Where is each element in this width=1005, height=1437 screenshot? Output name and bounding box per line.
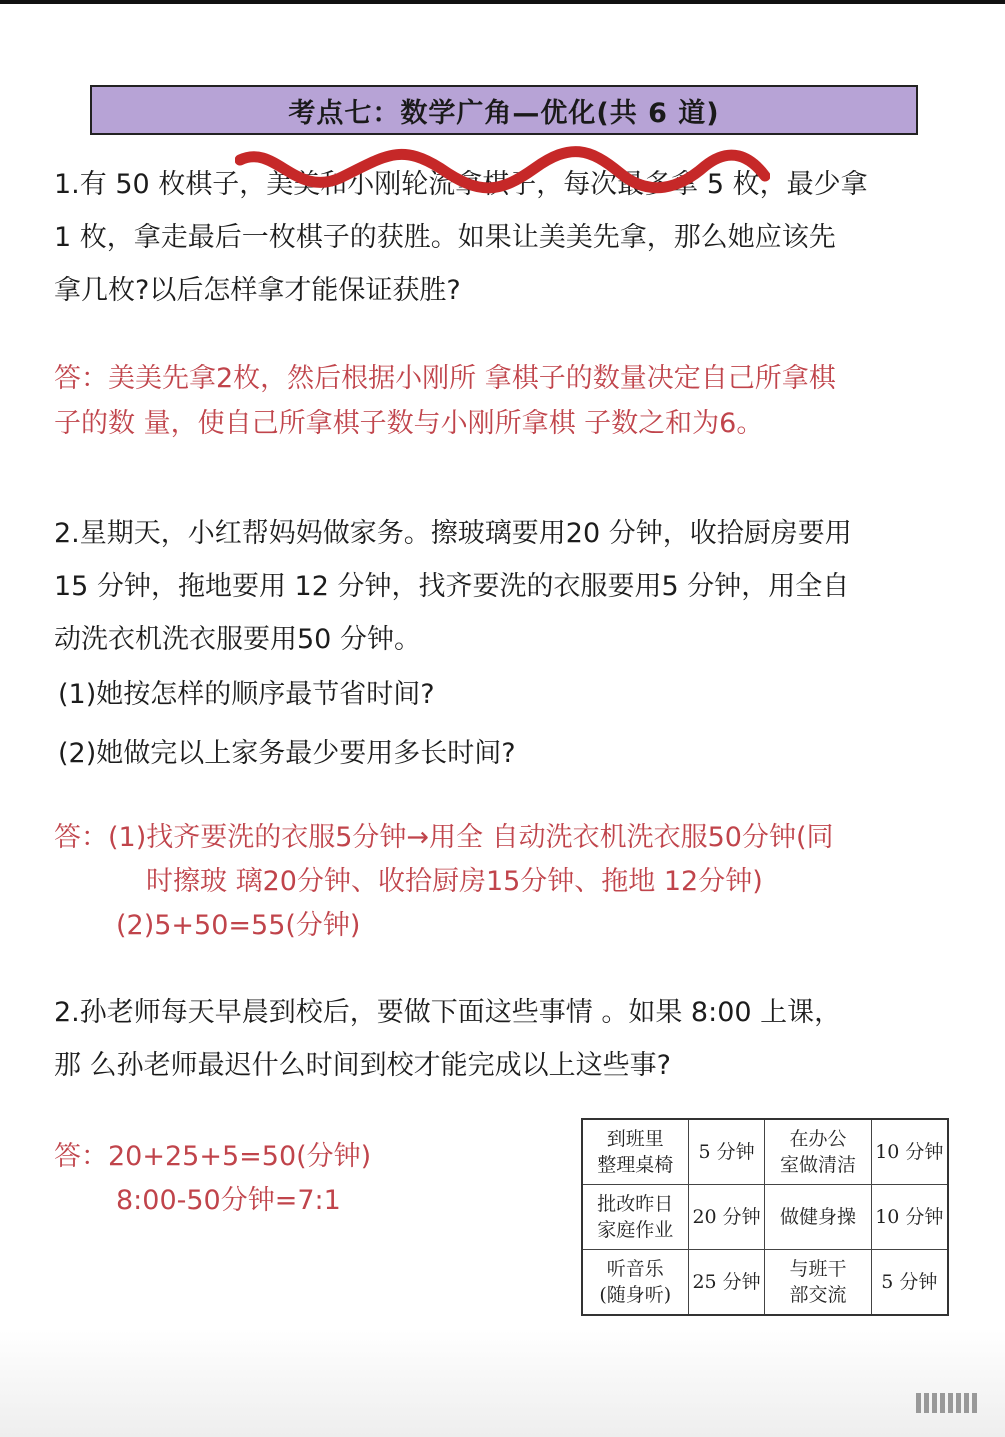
answer-1-line: 答：美美先拿2枚，然后根据小刚所 拿棋子的数量决定自己所拿棋 (54, 363, 836, 394)
question-2-line: 2.星期天，小红帮妈妈做家务。擦玻璃要用20 分钟，收拾厨房要用 (54, 518, 852, 549)
answer-1 (54, 356, 954, 446)
bottom-fade (0, 1330, 1005, 1437)
question-2-line: 15 分钟，拖地要用 12 分钟，找齐要洗的衣服要用5 分钟，用全自 (54, 571, 850, 602)
top-border (0, 0, 1005, 4)
question-1-line: 1.有 50 枚棋子，美美和小刚轮流拿棋子，每次最多拿 5 枚，最少拿 (54, 169, 868, 200)
table-cell: 20 分钟 (688, 1185, 765, 1250)
question-2-line: 动洗衣机洗衣服要用50 分钟。 (54, 624, 421, 655)
table-cell: 10 分钟 (871, 1119, 948, 1185)
table-row (582, 1249, 948, 1315)
table-row (582, 1185, 948, 1250)
answer-2-line: 答：(1)找齐要洗的衣服5分钟→用全 自动洗衣机洗衣服50分钟(同 (54, 822, 834, 853)
table-cell: 5 分钟 (688, 1119, 765, 1185)
table-row (582, 1119, 948, 1185)
answer-2 (54, 816, 954, 948)
question-2 (54, 507, 954, 780)
table-cell: 听音乐 (随身听) (582, 1249, 688, 1315)
answer-1-line: 子的数 量，使自己所拿棋子数与小刚所拿棋 子数之和为6。 (54, 408, 764, 439)
table-cell: 到班里 整理桌椅 (582, 1119, 688, 1185)
table-cell: 10 分钟 (871, 1185, 948, 1250)
task-time-table (581, 1118, 949, 1316)
question-3 (54, 986, 954, 1092)
answer-3 (54, 1135, 534, 1223)
question-3-line: 2.孙老师每天早晨到校后，要做下面这些事情 。如果 8:00 上课， (54, 997, 842, 1028)
table-cell: 25 分钟 (688, 1249, 765, 1315)
table-cell: 批改昨日 家庭作业 (582, 1185, 688, 1250)
section-title-text: 考点七：数学广角—优化(共 6 道) (288, 97, 720, 129)
table-cell: 做健身操 (765, 1185, 871, 1250)
answer-3-line: 8:00-50分钟=7:1 (116, 1185, 341, 1216)
section-title (90, 85, 918, 135)
table-cell: 与班干 部交流 (765, 1249, 871, 1315)
table-cell: 5 分钟 (871, 1249, 948, 1315)
question-3-line: 那 么孙老师最迟什么时间到校才能完成以上这些事? (54, 1050, 671, 1081)
red-scribble-mark (235, 138, 770, 208)
answer-2-line: 时擦玻 璃20分钟、收拾厨房15分钟、拖地 12分钟) (146, 866, 763, 897)
question-2-sub-1: (1)她按怎样的顺序最节省时间? (58, 679, 435, 710)
answer-3-line: 答：20+25+5=50(分钟) (54, 1141, 372, 1172)
answer-2-line: (2)5+50=55(分钟) (116, 910, 361, 941)
question-1-line: 拿几枚?以后怎样拿才能保证获胜? (54, 275, 461, 306)
question-1-line: 1 枚，拿走最后一枚棋子的获胜。如果让美美先拿，那么她应该先 (54, 222, 836, 253)
question-2-sub-2: (2)她做完以上家务最少要用多长时间? (58, 738, 516, 769)
page-scroll-indicator (916, 1393, 977, 1413)
table-cell: 在办公 室做清洁 (765, 1119, 871, 1185)
